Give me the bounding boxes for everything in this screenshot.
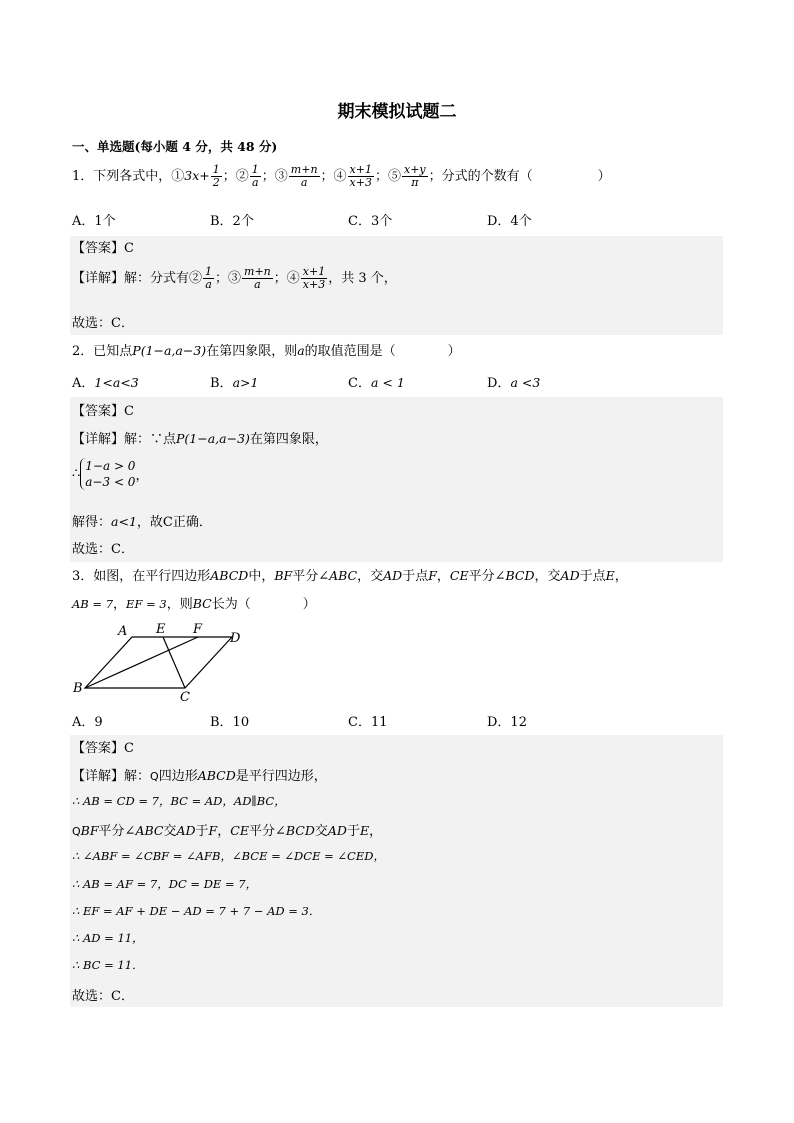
q3-option-d: D．12 — [487, 715, 527, 730]
q1-suffix: ；分式的个数有（ ） — [428, 169, 611, 184]
question-2: 2．已知点P(1−a,a−3)在第四象限，则a的取值范围是（ ） — [72, 343, 461, 359]
question-1: 1．下列各式中，①3x+ $\frac{1}{2}$ ；② $\frac{1}{a}$ ；③ $\frac{m+n}{a}$ ；④ $\frac{x+1}{x+3}$ ；⑤ $\frac{x+y}{\pi}$ ；分式的个数有（ ） — [72, 163, 611, 189]
q1-frac1: $\frac{1}{2}$ — [212, 163, 220, 189]
q1-frac5: $\frac{x+y}{\pi}$ — [403, 163, 426, 189]
q1-option-b: B．2个 — [210, 214, 254, 229]
question-3-line1: 3．如图，在平行四边形ABCD中，BF平分∠ABC，交AD于点F，CE平分∠BCD，交AD于点E， — [72, 568, 628, 584]
label-c: C — [180, 690, 190, 704]
q3-detail-6: ∴ EF = AF + DE − AD = 7 + 7 − AD = 3． — [72, 904, 321, 918]
label-b: B — [73, 681, 83, 696]
parallelogram-shape — [85, 637, 232, 688]
q2-option-b: B．a>1 — [210, 375, 259, 391]
q3-answer: 【答案】C — [72, 741, 134, 756]
q3-option-a: A．9 — [72, 715, 103, 730]
q2-answer-box — [70, 397, 723, 562]
question-3-line2: AB = 7，EF = 3，则BC长为（ ） — [72, 596, 316, 612]
q1-frac2: $\frac{1}{a}$ — [251, 163, 259, 189]
section-heading: 一、单选题(每小题 4 分，共 48 分) — [72, 139, 278, 154]
q3-detail-1: 【详解】解：Q四边形ABCD是平行四边形， — [72, 768, 327, 784]
parallelogram-figure — [70, 618, 255, 704]
q3-conclusion: 故选：C． — [72, 989, 134, 1004]
label-d: D — [230, 631, 241, 646]
q1-prefix: 1．下列各式中，① — [72, 169, 185, 184]
q1-frac4: $\frac{x+1}{x+3}$ — [349, 163, 372, 189]
q3-option-b: B．10 — [210, 715, 250, 730]
q1-option-d: D．4个 — [487, 214, 532, 229]
q3-detail-5: ∴ AB = AF = 7，DC = DE = 7， — [72, 877, 258, 891]
q3-option-c: C．11 — [348, 715, 388, 730]
q1-frac3: $\frac{m+n}{a}$ — [290, 163, 318, 189]
q2-option-d: D．a <3 — [487, 375, 541, 391]
q1-option-a: A．1个 — [72, 214, 116, 229]
q3-detail-4: ∴ ∠ABF = ∠CBF = ∠AFB，∠BCE = ∠DCE = ∠CED， — [72, 849, 385, 863]
q2-point: P(1−a,a−3) — [132, 343, 207, 358]
q1-conclusion: 故选：C． — [72, 316, 134, 331]
q2-system: ∴ 1−a > 0 a−3 < 0 ， — [72, 459, 149, 489]
q2-answer: 【答案】C — [72, 404, 134, 419]
q3-detail-3: QBF平分∠ABC交AD于F，CE平分∠BCD交AD于E， — [72, 823, 383, 839]
label-e: E — [156, 622, 166, 637]
q3-detail-7: ∴ AD = 11， — [72, 931, 144, 945]
q2-option-a: A．1<a<3 — [72, 375, 139, 391]
q2-detail: 【详解】解：∵点P(1−a,a−3)在第四象限， — [72, 431, 328, 447]
q3-detail-2: ∴ AB = CD = 7，BC = AD，AD∥BC， — [72, 794, 286, 808]
q1-expr1: 3x+ — [184, 168, 210, 183]
q2-conclusion: 故选：C． — [72, 542, 134, 557]
q1-detail: 【详解】解：分式有② $\frac{1}{a}$ ；③ $\frac{m+n}{a}$ ；④ $\frac{x+1}{x+3}$ ，共 3 个， — [72, 265, 397, 291]
q1-option-c: C．3个 — [348, 214, 393, 229]
q1-answer: 【答案】C — [72, 241, 134, 256]
q2-solve: 解得：a<1，故C正确． — [72, 514, 212, 530]
page-title: 期末模拟试题二 — [337, 102, 457, 122]
label-a: A — [118, 624, 128, 639]
q2-option-c: C．a < 1 — [348, 375, 405, 391]
label-f: F — [193, 622, 203, 637]
q3-detail-8: ∴ BC = 11． — [72, 958, 144, 972]
